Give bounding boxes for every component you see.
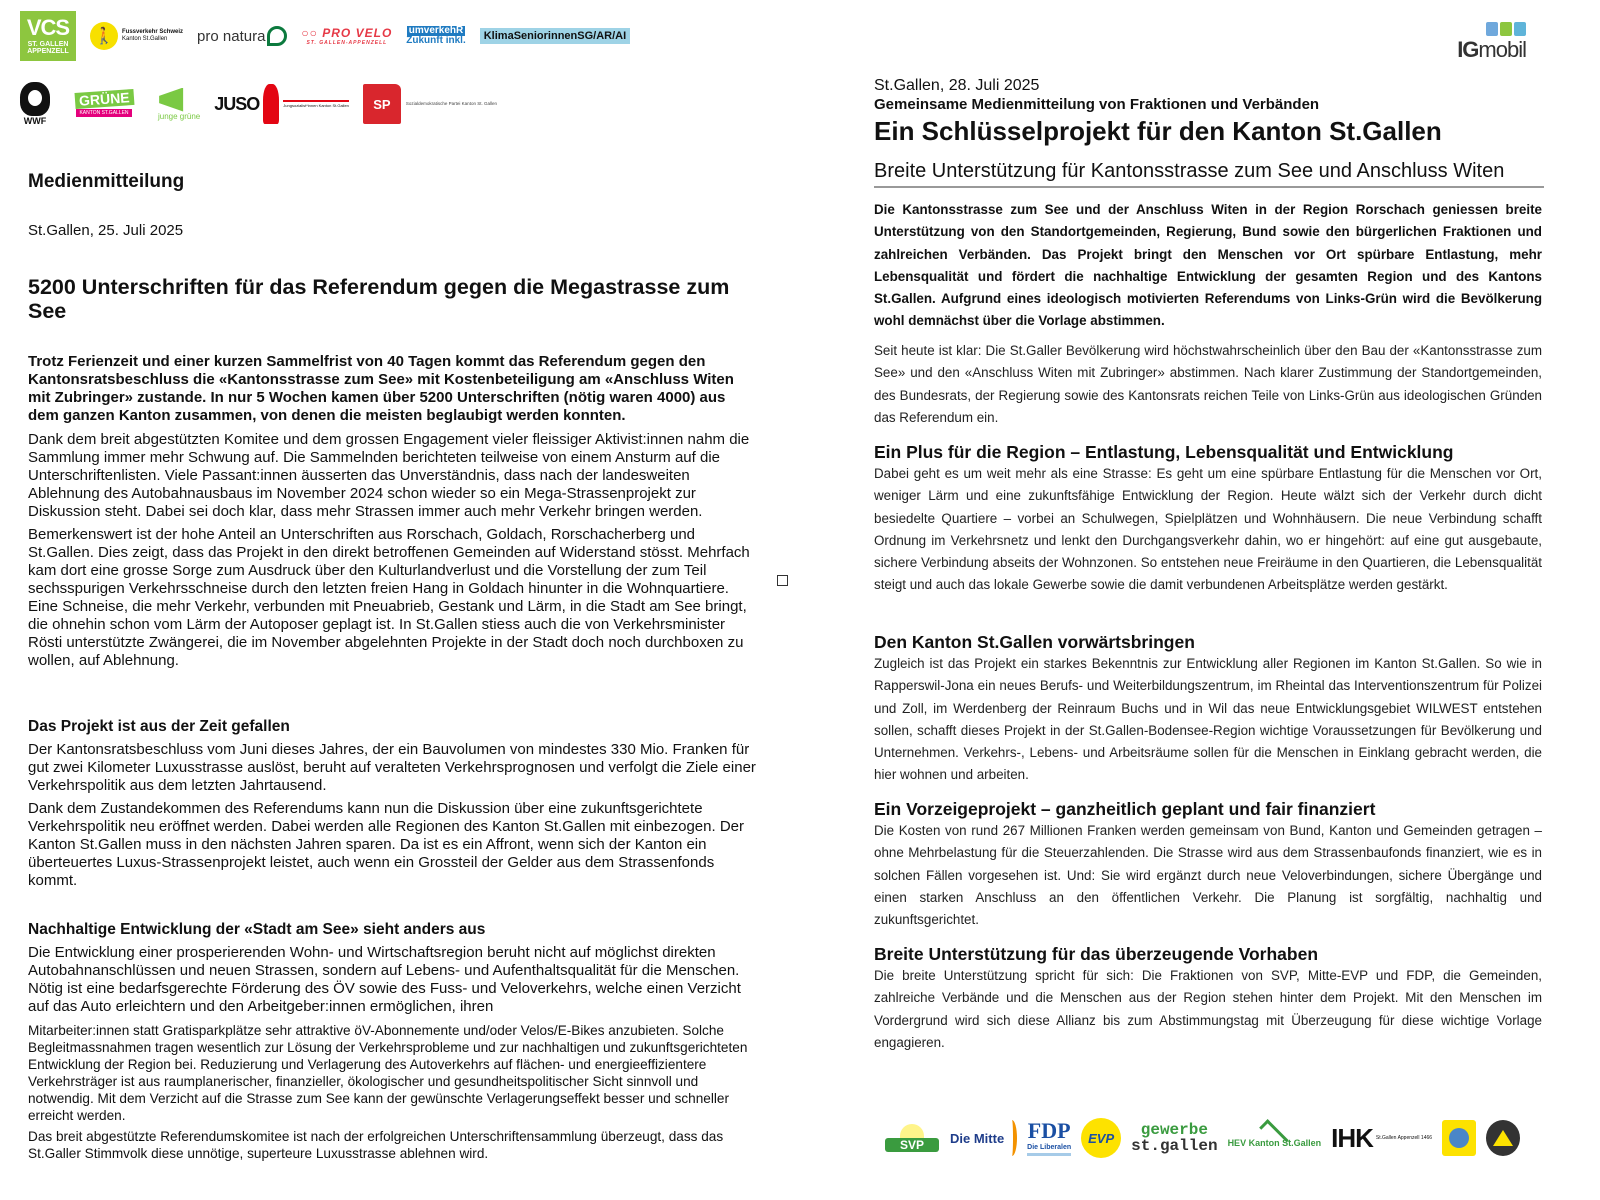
arc-icon [1007, 1120, 1017, 1156]
left-paragraph: Bemerkenswert ist der hohe Anteil an Unterschriften aus Rorschach, Goldach, Rorschacherberg und St.Gallen. Dies zeigt, dass das Projekt in den direkt betroffenen Gemeinden auf Widerstand stösst. Mehrfach kam dort eine grosse Sorge zum Ausdruck über den Kulturlandverlust und die Vorstellung der zum Teil sechsspurigen Verkehrsschneise durch den letzten freien Hang in Goldach hinunter in die Wohnquartiere. Eine Schneise, die mehr Verkehr, verbunden mit Pneuabrieb, Gestank und Lärm, in die Stadt am See bringt, die ohnehin schon vom Lärm der Autoposer geplagt ist. In St.Gallen stiess auch die von Verkehrsminister Rösti unterstützte Zwängerei, die im November abgelehnten Projekte in der Stadt doch noch durchboxen zu wollen, auf Ablehnung. [28, 526, 750, 669]
section-paragraph: Der Kantonsratsbeschluss vom Juni dieses Jahres, der ein Bauvolumen von mindestes 330 Mio. Franken für gut zwei Kilometer Luxusstrasse auslöst, beruht auf veralteten Verkehrsprognosen und verfolgt die Ziele einer Verkehrspolitik aus dem letzten Jahrtausend. [28, 741, 756, 794]
right-lead: Die Kantonsstrasse zum See und der Anschluss Witen in der Region Rorschach geniessen breite Unterstützung von den Standortgemeinden, Regierung, Bund sowie den bürgerlichen Fraktionen und zahlreichen Verbänden. Das Projekt bringt den Menschen vor Ort spürbare Entlastung, mehr Lebensqualität und fördert die nachhaltige Entwicklung der gesamten Region und des Kantons St.Gallen. Aufgrund eines ideologisch motivierten Referendums von Links-Grün wird die Bevölkerung wohl demnächst über die Vorlage abstimmen. [874, 202, 1542, 329]
sun-icon [900, 1124, 924, 1138]
junge-gruene-logo: junge grüne [158, 88, 200, 121]
section-paragraph: Die breite Unterstützung spricht für sich: Die Fraktionen von SVP, Mitte-EVP und FDP, die Gemeinden, zahlreiche Verbände und die Menschen aus der Region stehen hinter dem Projekt. Mit den Menschen im Vordergrund wird sich diese Allianz bis zum Abstimmungstag mit Überzeugung für diese wichtige Vorlage engagieren. [874, 968, 1542, 1050]
acs-logo [1486, 1120, 1520, 1156]
section-heading: Das Projekt ist aus der Zeit gefallen [28, 718, 290, 735]
section-heading: Ein Plus für die Region – Entlastung, Lebensqualität und Entwicklung [874, 442, 1454, 462]
tcs-logo [1442, 1120, 1476, 1156]
right-title: Ein Schlüsselprojekt für den Kanton St.Gallen [874, 116, 1442, 146]
pedestrian-icon: 🚶 [90, 22, 118, 50]
juso-logo: JUSO Jungsozialist*innen Kanton St.Gallen [214, 84, 349, 124]
section-heading: Den Kanton St.Gallen vorwärtsbringen [874, 632, 1195, 652]
right-intro: Seit heute ist klar: Die St.Galler Bevölkerung wird höchstwahrscheinlich über den Bau der «Kantonsstrasse zum See» und den «Anschluss Witen mit Zubringer» abstimmen. Nach klarer Zustimmung der Standortgemeinden, des Bundesrats, der Regierung sowie des Kantonsrats reichen Teile von Links-Grün aus ideologischen Gründen das Referendum ein. [874, 343, 1542, 425]
acs-emblem-icon [1493, 1130, 1513, 1146]
pro-velo-logo: ○○ PRO VELO ST. GALLEN-APPENZELL [301, 25, 393, 46]
left-logos-row-1 [20, 10, 644, 62]
right-kicker: Gemeinsame Medienmitteilung von Fraktionen und Verbänden [874, 96, 1320, 113]
left-section-2 [28, 921, 758, 1021]
die-mitte-logo: Die Mitte [950, 1120, 1017, 1156]
right-footer-logos [884, 1116, 1520, 1160]
separator-square-marker [777, 575, 788, 586]
section-paragraph: Dank dem Zustandekommen des Referendums kann nun die Diskussion über eine zukunftsgerichtete Verkehrspolitik neu eröffnet werden. Dabei werden alle Regionen des Kanton St.Gallen mit einbezogen. Der Kanton St.Gallen muss in den nächsten Jahren sparen. Da ist es ein Affront, wenn sich der Kanton ein überteuertes Luxus-Strassenprojekt leistet, auch wenn ein Grossteil der Gelder aus dem Strassenfonds kommt. [28, 800, 744, 889]
klimaseniorinnen-logo: KlimaSeniorinnen SG/AR/AI [480, 28, 630, 45]
sp-logo: SP Sozialdemokratische Partei Kanton St. Gallen [363, 84, 497, 124]
wwf-logo: WWF [20, 82, 50, 126]
left-paragraph: Dank dem breit abgestützten Komitee und dem grossen Engagement vieler fleissiger Aktivist:innen nahm die Sammlung immer mehr Schwung auf. Die Sammelnden berichteten teilweise von einem Ansturm auf die Unterschriftenlisten. Viele Passant:innen äusserten das Unverständnis, dass nach der landesweiten Ablehnung des Autobahnausbaus im November 2024 schon wieder so ein Mega-Strassenprojekt zur Diskussion steht. Dabei sei doch klar, dass mehr Strassen immer auch mehr Verkehr bringen werden. [28, 431, 750, 520]
section-paragraph: Die Kosten von rund 267 Millionen Franken werden gemeinsam von Bund, Kanton und Gemeinden getragen – ohne Mehrbelastung für die Steuerzahlenden. Die Strasse wird aus dem Strassenbaufonds finanziert, wie es in solchen Fällen vorgesehen ist. Und: Sie wird ergänzt durch neue Veloverbindungen, sichere Übergänge und einen starken Anschluss an den öffentlichen Verkehr. Die Planung ist sorgfältig, nachhaltig und zukunftsgerichtet. [874, 823, 1542, 928]
leaf-icon [267, 26, 287, 46]
ihk-logo: IHK St.Gallen Appenzell 1466 [1331, 1122, 1433, 1153]
evp-logo: EVP [1081, 1118, 1121, 1158]
tcs-emblem-icon [1449, 1128, 1469, 1148]
ship-icon [1486, 22, 1498, 36]
left-logos-row-2 [20, 78, 511, 130]
panda-icon [20, 82, 50, 116]
section-heading: Ein Vorzeigeprojekt – ganzheitlich geplant und fair finanziert [874, 799, 1376, 819]
section-paragraph: Dabei geht es um weit mehr als eine Strasse: Es geht um eine spürbare Entlastung für die Menschen vor Ort, weniger Lärm und eine zukunftsfähige Entwicklung der Region. Heute wälzt sich der Verkehr durch dicht besiedelte Quartiere – vorbei an Schulwegen, Spielplätzen und Wohnhäusern. Die neue Verbindung schafft Ordnung im Verkehrsnetz und lenkt den Durchgangsverkehr dahin, wo er hingehört: auf eine gut ausgebaute, sichere Verbindung abseits der Wohnzonen. So entstehen neue Freiräume in den Quartieren, die Lebensqualität steigt und auch das lokale Gewerbe sowie die damit verbundenen Arbeitsplätze werden gestärkt. [874, 466, 1542, 593]
right-press-release [874, 0, 1544, 1200]
gewerbe-st-gallen-logo: gewerbe st.gallen [1131, 1121, 1218, 1155]
right-date: St.Gallen, 28. Juli 2025 [874, 77, 1040, 94]
right-section-4 [874, 943, 1542, 1054]
left-kicker: Medienmitteilung [28, 171, 185, 192]
gruene-logo: GRÜNE KANTON ST.GALLEN [64, 81, 144, 127]
right-subtitle: Breite Unterstützung für Kantonsstrasse zum See und Anschluss Witen [874, 160, 1544, 188]
rose-fist-icon [263, 84, 279, 124]
megaphone-icon [159, 88, 199, 112]
left-date: St.Gallen, 25. Juli 2025 [28, 222, 184, 239]
hev-logo: HEV Kanton St.Gallen [1228, 1128, 1322, 1148]
left-section-2-continued [28, 1022, 758, 1166]
section-heading: Nachhaltige Entwicklung der «Stadt am See» sieht anders aus [28, 921, 486, 938]
right-section-2 [874, 631, 1542, 787]
left-press-release [0, 0, 780, 1200]
fdp-logo: FDP Die Liberalen [1027, 1120, 1071, 1156]
left-intro-paragraphs [28, 431, 758, 675]
vcs-logo: VCS ST. GALLEN APPENZELL [20, 11, 76, 61]
section-paragraph: Mitarbeiter:innen statt Gratisparkplätze sehr attraktive öV-Abonnemente und/oder Velos/E-Bikes anzubieten. Solche Begleitmassnahmen tragen wesentlich zur Lösung der Verkehrsprobleme und zur nachhaltigen und zukunftsgerichteten Entwicklung der Region bei. Reduzierung und Verlagerung des Autoverkehrs auf flächen- und energieeffizientere Verkehrsträger ist aus raumplanerischer, finanzieller, ökologischer und gesundheitspolitischer Sicht sinnvoll und notwendig. Mit dem Verzicht auf die Strasse zum See kann der gewünschte Verlagerungseffekt besser und schneller erreicht werden. [28, 1023, 748, 1123]
fussverkehr-logo: 🚶 Fussverkehr Schweiz Kanton St.Gallen [90, 16, 183, 56]
left-section-1 [28, 718, 758, 895]
umverkehr-logo: umverkehR Zukunft inkl. [406, 24, 466, 46]
section-paragraph: Die Entwicklung einer prosperierenden Wohn- und Wirtschaftsregion beruht nicht auf möglichst direkten Autobahnanschlüssen und neuen Strassen, sondern auf Lebens- und Aufenthaltsqualität für die Menschen. Nötig ist eine bedarfsgerechte Förderung des ÖV sowie des Fuss- und Veloverkehrs, welche einen Verzicht auf das Auto erleichtern und den Arbeitgeber:innen ermöglichen, ihren [28, 944, 741, 1015]
section-heading: Breite Unterstützung für das überzeugende Vorhaben [874, 944, 1319, 964]
left-lead: Trotz Ferienzeit und einer kurzen Sammelfrist von 40 Tagen kommt das Referendum gegen den Kantonsratsbeschluss die «Kantonsstrasse zum See» mit Kostenbeteiligung am «Anschluss Witen mit Zubringer» zustande. In nur 5 Wochen kamen über 5200 Unterschriften (nötig waren 4000) aus dem ganzen Kanton zusammen, von denen die meisten beglaubigt werden konnten. [28, 353, 734, 424]
section-paragraph: Das breit abgestützte Referendumskomitee ist nach der erfolgreichen Unterschriftensammlung überzeugt, dass das St.Galler Stimmvolk diese unnötige, superteure Luxusstrasse ablehnen wird. [28, 1129, 724, 1161]
right-section-3 [874, 798, 1542, 931]
pro-natura-logo: pro natura [197, 26, 287, 46]
right-section-1 [874, 441, 1542, 597]
person-icon [1514, 22, 1526, 36]
section-paragraph: Zugleich ist das Projekt ein starkes Bekenntnis zur Entwicklung aller Regionen im Kanton St.Gallen. So wie in Rapperswil-Jona ein neues Berufs- und Weiterbildungszentrum, im Rheintal das Interventionszentrum für Polizei und Zoll, im Werdenberg der Reinraum Buchs und in Wil das neue Entwicklungsgebiet WILWEST entstehen sollen, schafft dieses Projekt in der St.Gallen-Bodensee-Region wichtige Voraussetzungen für Bevölkerung und Unternehmen. Verkehrs-, Lebens- und Arbeitsräume sollen für die Menschen in Einklang gebracht werden, die hier wohnen und arbeiten. [874, 656, 1542, 783]
left-title: 5200 Unterschriften für das Referendum gegen die Megastrasse zum See [28, 275, 730, 323]
car-icon [1500, 22, 1512, 36]
svp-logo: SVP [884, 1118, 940, 1158]
igmobil-logo: IGmobil [1457, 22, 1526, 61]
